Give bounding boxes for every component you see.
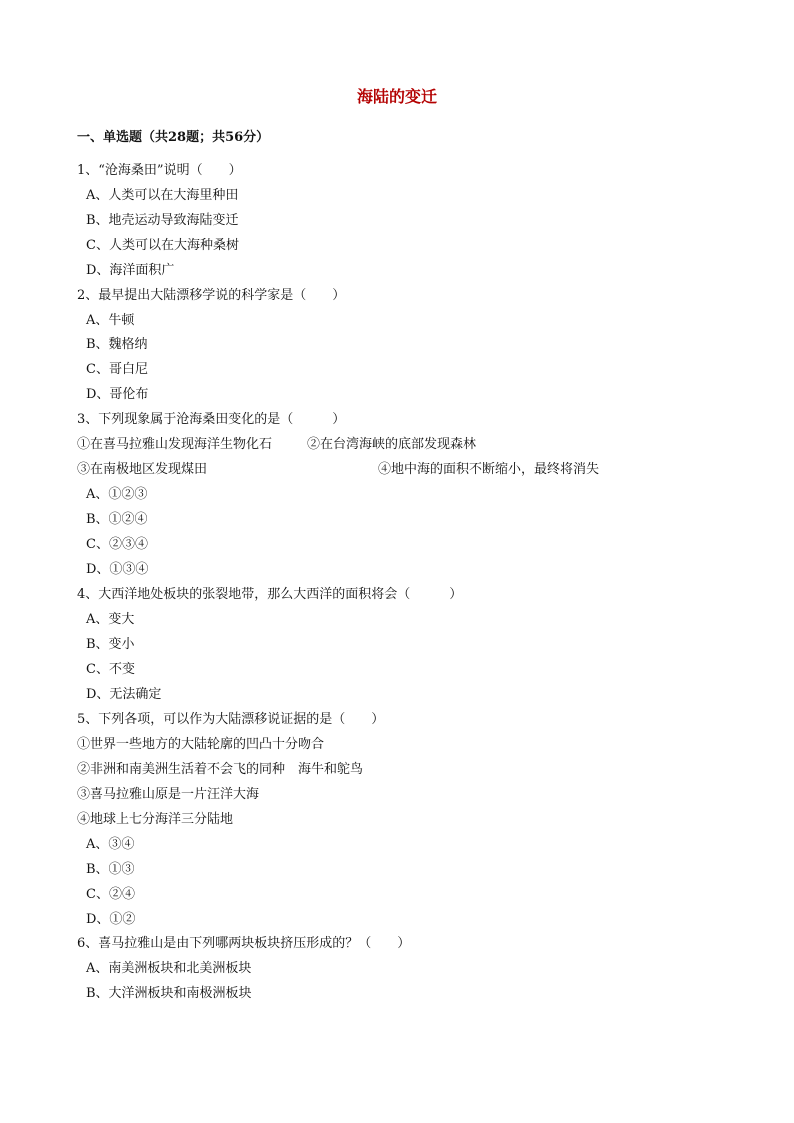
question-2-option-b: B、魏格纳	[86, 337, 148, 352]
question-3-statement-1: ①在喜马拉雅山发现海洋生物化石	[77, 437, 273, 452]
question-4-option-b: B、变小	[86, 637, 135, 652]
question-4-option-d: D、无法确定	[86, 687, 162, 702]
question-3-option-b: B、①②④	[86, 512, 148, 527]
question-2-option-a: A、牛顿	[86, 313, 135, 328]
question-6-option-a: A、南美洲板块和北美洲板块	[86, 961, 252, 976]
question-5-option-d: D、①②	[86, 912, 136, 927]
question-3-statement-2: ②在台湾海峡的底部发现森林	[307, 437, 477, 452]
question-2-option-c: C、哥白尼	[86, 362, 148, 377]
question-1-option-a: A、人类可以在大海里种田	[86, 188, 239, 203]
question-6-stem: 6、喜马拉雅山是由下列哪两块板块挤压形成的？（ ）	[77, 936, 411, 951]
question-5-statement-4: ④地球上七分海洋三分陆地	[77, 812, 234, 827]
question-5-statement-2: ②非洲和南美洲生活着不会飞的同种 海牛和鸵鸟	[77, 762, 364, 777]
question-3-statement-3: ③在南极地区发现煤田	[77, 462, 208, 477]
question-4-stem: 4、大西洋地处板块的张裂地带，那么大西洋的面积将会（ ）	[77, 587, 463, 602]
question-1-option-d: D、海洋面积广	[86, 263, 175, 278]
question-6-option-b: B、大洋洲板块和南极洲板块	[86, 986, 252, 1001]
question-3-stem: 3、下列现象属于沧海桑田变化的是（ ）	[77, 412, 346, 427]
question-5-option-a: A、③④	[86, 837, 135, 852]
question-5-option-b: B、①③	[86, 862, 135, 877]
question-3-option-c: C、②③④	[86, 537, 148, 552]
section-heading: 一、单选题（共28题；共56分）	[77, 130, 270, 145]
question-2-stem: 2、最早提出大陆漂移学说的科学家是（ ）	[77, 288, 346, 303]
question-1-option-b: B、地壳运动导致海陆变迁	[86, 213, 239, 228]
question-5-option-c: C、②④	[86, 887, 135, 902]
question-3-statement-4: ④地中海的面积不断缩小，最终将消失	[378, 462, 600, 477]
question-5-stem: 5、下列各项，可以作为大陆漂移说证据的是（ ）	[77, 712, 385, 727]
question-2-option-d: D、哥伦布	[86, 387, 149, 402]
question-1-option-c: C、人类可以在大海种桑树	[86, 238, 239, 253]
question-1-stem: 1、“沧海桑田”说明（ ）	[77, 163, 242, 178]
question-3-option-a: A、①②③	[86, 487, 148, 502]
question-3-option-d: D、①③④	[86, 562, 149, 577]
question-4-option-a: A、变大	[86, 612, 135, 627]
page-title: 海陆的变迁	[356, 87, 437, 106]
question-5-statement-3: ③喜马拉雅山原是一片汪洋大海	[77, 787, 260, 802]
question-5-statement-1: ①世界一些地方的大陆轮廓的凹凸十分吻合	[77, 737, 325, 752]
question-4-option-c: C、不变	[86, 662, 135, 677]
